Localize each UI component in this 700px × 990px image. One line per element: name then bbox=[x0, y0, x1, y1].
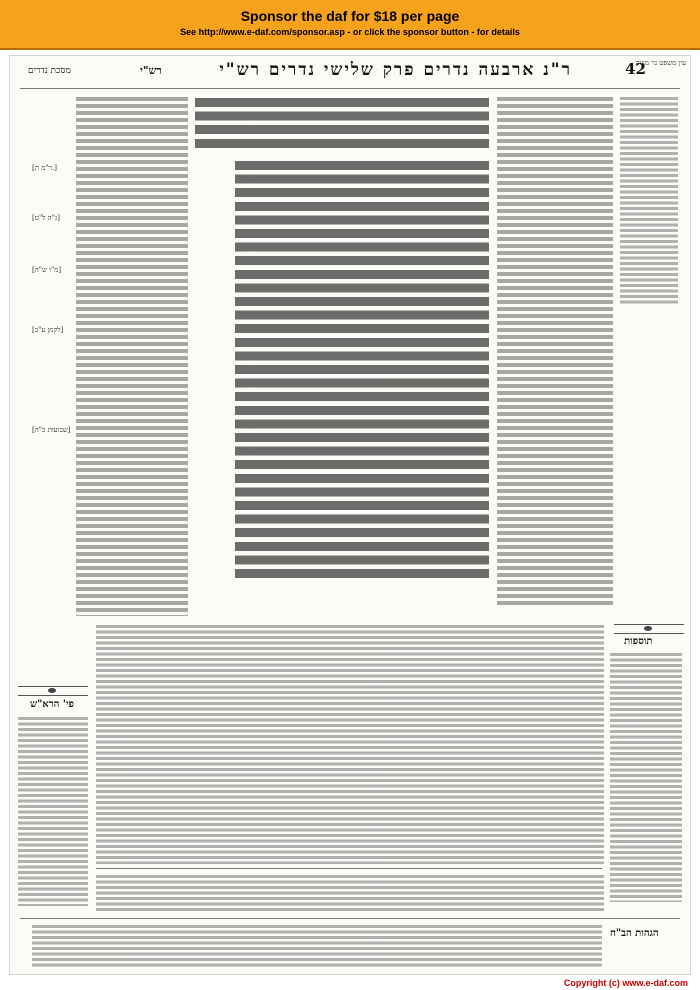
margin-ref-1: [ר"מ ת.] bbox=[32, 164, 58, 172]
ein-mishpat-label: עין משפט נר מצוה bbox=[635, 59, 686, 67]
rashi-column bbox=[76, 96, 188, 616]
hagahot-text bbox=[32, 924, 602, 968]
tosafot-ornament bbox=[614, 624, 684, 634]
page-number: 42 bbox=[625, 60, 646, 78]
gemara-top-lines bbox=[195, 96, 489, 151]
talmud-page bbox=[9, 55, 691, 975]
margin-ref-5: [שבועות כ"ה] bbox=[32, 426, 71, 434]
rashi-label: רש"י bbox=[140, 64, 162, 77]
hagahot-heading: הגהות הב"ח bbox=[610, 928, 659, 939]
tosafot-lower-column bbox=[610, 652, 682, 902]
sponsor-banner[interactable] bbox=[0, 0, 700, 50]
margin-ref-2: [ג"ה ל"ט] bbox=[32, 214, 60, 222]
header-rule bbox=[20, 88, 680, 89]
page-header bbox=[10, 56, 691, 90]
margin-ref-4: [לקמן ע"ב] bbox=[32, 326, 64, 334]
commentary-footnotes bbox=[96, 874, 604, 912]
rosh-ornament bbox=[18, 686, 88, 696]
footer-rule bbox=[20, 918, 680, 919]
commentary-lower-block bbox=[96, 624, 604, 864]
tosafot-heading: תוספות bbox=[624, 636, 653, 647]
rosh-column bbox=[18, 716, 88, 906]
sponsor-title: Sponsor the daf for $18 per page bbox=[240, 8, 460, 24]
gemara-text bbox=[235, 159, 489, 579]
ein-mishpat-column bbox=[620, 96, 678, 306]
copyright-notice[interactable]: Copyright (c) www.e-daf.com bbox=[563, 978, 688, 988]
tosafot-column bbox=[497, 96, 613, 606]
sponsor-subtitle: See http://www.e-daf.com/sponsor.asp - or click the sponsor button - for details bbox=[180, 27, 520, 37]
commentary-rule bbox=[96, 868, 602, 869]
tractate-label: מסכת נדרים bbox=[28, 66, 71, 76]
rosh-heading: פי' הרא"ש bbox=[30, 699, 74, 710]
chapter-title: ר"נ ארבעה נדרים פרק שלישי נדרים רש"י bbox=[219, 60, 572, 80]
margin-ref-3: [מ"ו ש"ה] bbox=[32, 266, 62, 274]
